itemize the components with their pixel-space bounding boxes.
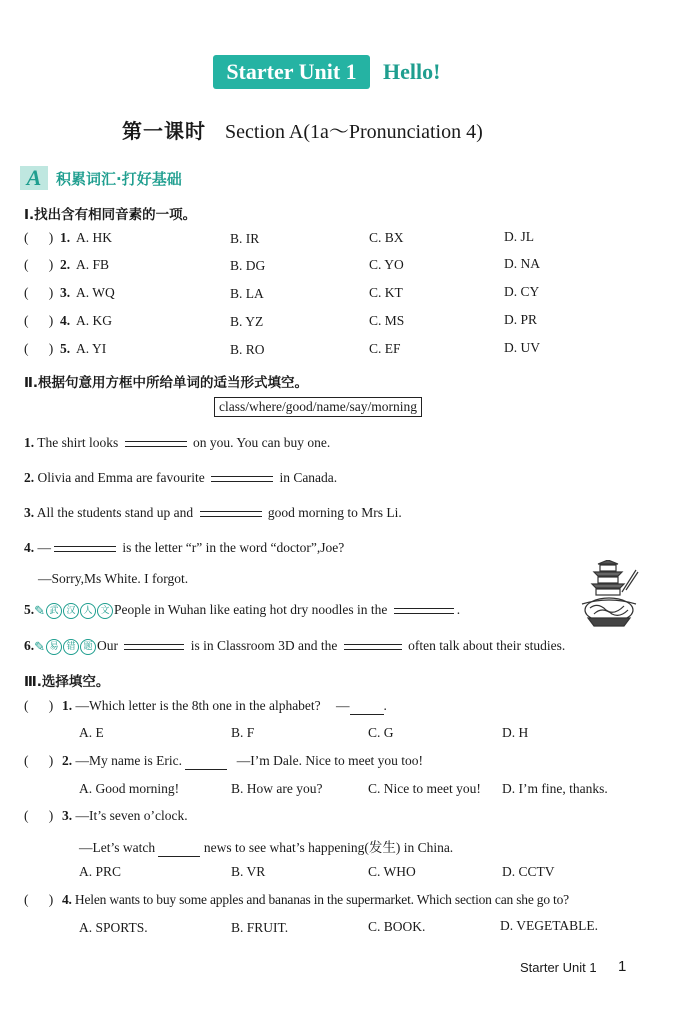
tag-yi: 易 xyxy=(46,639,62,655)
item-number: 5. xyxy=(60,341,71,356)
sentence-post: often talk about their studies. xyxy=(408,638,566,653)
option-b: B. YZ xyxy=(230,314,264,329)
part3-q2 xyxy=(62,753,423,770)
fill-blank[interactable] xyxy=(394,608,454,614)
option-d: D. JL xyxy=(504,229,534,244)
answer-blank[interactable] xyxy=(185,753,227,770)
item-number: 3. xyxy=(24,505,35,520)
option-a: A. Good morning! xyxy=(79,781,180,796)
page-number: 1 xyxy=(618,958,627,975)
item-number: 2. xyxy=(60,257,71,272)
part2-q3 xyxy=(24,505,402,521)
option-d: D. PR xyxy=(504,312,538,327)
sentence-post: on you. You can buy one. xyxy=(193,435,331,450)
option-d: D. CY xyxy=(504,284,540,299)
lesson-title xyxy=(122,115,483,144)
sentence-pre: —Let’s watch xyxy=(79,840,156,855)
option-c: C. YO xyxy=(369,257,404,272)
answer-paren[interactable]: ( ) xyxy=(24,892,54,907)
sentence-pre: Our xyxy=(97,638,119,653)
option-a: A. WQ xyxy=(76,285,115,300)
option-d: D. UV xyxy=(504,340,540,355)
lesson-title-cn: 第一课时 xyxy=(122,119,206,143)
fill-blank[interactable] xyxy=(211,476,273,482)
option-b: B. RO xyxy=(230,342,265,357)
part2-q6 xyxy=(24,638,565,655)
option-b: B. F xyxy=(231,725,255,740)
word-box: class/where/good/name/say/morning xyxy=(214,397,422,417)
item-number: 4. xyxy=(62,892,72,907)
sentence-post: news to see what’s happening(发生) in China. xyxy=(203,840,454,855)
question-stem: —Which letter is the 8th one in the alphabet? xyxy=(75,698,321,713)
option-a: A. FB xyxy=(76,257,110,272)
option-c: C. WHO xyxy=(368,864,416,879)
sentence-pre: The shirt looks xyxy=(37,435,119,450)
item-number: 6. xyxy=(24,638,35,653)
item-number: 3. xyxy=(62,808,73,823)
answer-blank[interactable] xyxy=(158,840,200,857)
tag-wen: 文 xyxy=(97,603,113,619)
fill-blank[interactable] xyxy=(200,511,262,517)
sentence-mid: is in Classroom 3D and the xyxy=(190,638,338,653)
item-number: 1. xyxy=(62,698,73,713)
part2-q2 xyxy=(24,470,337,486)
sentence-post: . xyxy=(456,602,461,617)
unit-title-hello: Hello! xyxy=(383,59,441,84)
option-d: D. CCTV xyxy=(502,864,555,879)
option-c: C. BOOK. xyxy=(368,919,426,934)
unit-title-banner: Starter Unit 1 xyxy=(213,55,370,89)
answer-paren[interactable]: ( ) xyxy=(24,808,54,823)
part2-header: Ⅱ.根据句意用方框中所给单词的适当形式填空。 xyxy=(24,375,309,391)
item-number: 5. xyxy=(24,602,35,617)
part3-q1 xyxy=(62,698,387,715)
pen-icon: ✎ xyxy=(34,638,46,654)
option-c: C. EF xyxy=(369,341,401,356)
part2-q5 xyxy=(24,602,460,619)
answer-paren[interactable]: ( ) xyxy=(24,285,54,300)
option-b: B. IR xyxy=(230,231,260,246)
option-a: A. KG xyxy=(76,313,112,328)
wuhan-noodles-illustration xyxy=(578,560,640,630)
option-c: C. KT xyxy=(369,285,403,300)
part3-q4 xyxy=(62,892,569,908)
item-number: 2. xyxy=(62,753,73,768)
question-stem: Helen wants to buy some apples and bananas in the supermarket. Which section can she go to? xyxy=(74,892,569,907)
tag-wu: 武 xyxy=(46,603,62,619)
option-a: A. E xyxy=(79,725,104,740)
section-a-title: 积累词汇·打好基础 xyxy=(56,170,182,188)
item-number: 1. xyxy=(60,230,71,245)
footer-unit: Starter Unit 1 xyxy=(520,960,597,975)
fill-blank[interactable] xyxy=(344,644,402,650)
sentence-post: in Canada. xyxy=(279,470,338,485)
fill-blank[interactable] xyxy=(124,644,184,650)
answer-paren[interactable]: ( ) xyxy=(24,313,54,328)
option-c: C. G xyxy=(368,725,394,740)
option-b: B. DG xyxy=(230,258,266,273)
tag-ren: 人 xyxy=(80,603,96,619)
tag-han: 汉 xyxy=(63,603,79,619)
item-number: 3. xyxy=(60,285,71,300)
option-a: A. SPORTS. xyxy=(79,920,148,935)
fill-blank[interactable] xyxy=(125,441,187,447)
answer-dash: — xyxy=(336,698,350,713)
part2-q4 xyxy=(24,540,344,556)
item-number: 4. xyxy=(60,313,71,328)
option-c: C. BX xyxy=(369,230,404,245)
answer-paren[interactable]: ( ) xyxy=(24,753,54,768)
item-number: 1. xyxy=(24,435,35,450)
lesson-title-section: Section A(1a～Pronunciation 4) xyxy=(225,121,483,143)
part2-q1 xyxy=(24,435,330,451)
answer-paren[interactable]: ( ) xyxy=(24,230,54,245)
option-b: B. LA xyxy=(230,286,264,301)
sentence-pre: — xyxy=(37,540,51,555)
question-stem: —It’s seven o’clock. xyxy=(75,808,188,823)
option-c: C. Nice to meet you! xyxy=(368,781,481,796)
sentence-pre: All the students stand up and xyxy=(36,505,194,520)
part1-header: Ⅰ.找出含有相同音素的一项。 xyxy=(24,207,197,223)
sentence-pre: People in Wuhan like eating hot dry noodles in the xyxy=(114,602,388,617)
sentence-post: good morning to Mrs Li. xyxy=(267,505,402,520)
answer-paren[interactable]: ( ) xyxy=(24,698,54,713)
option-d: D. I’m fine, thanks. xyxy=(502,781,608,796)
pen-icon: ✎ xyxy=(34,602,46,618)
option-d: D. H xyxy=(502,725,529,740)
part3-header: Ⅲ.选择填空。 xyxy=(24,674,110,690)
option-d: D. VEGETABLE. xyxy=(500,918,599,933)
part2-q4-reply: —Sorry,Ms White. I forgot. xyxy=(38,571,189,586)
answer-blank[interactable] xyxy=(350,698,384,715)
section-a-badge: A xyxy=(20,166,48,190)
option-b: B. VR xyxy=(231,864,266,879)
option-d: D. NA xyxy=(504,256,540,271)
answer-paren[interactable]: ( ) xyxy=(24,257,54,272)
sentence-post: is the letter “r” in the word “doctor”,Joe? xyxy=(122,540,345,555)
option-a: A. PRC xyxy=(79,864,122,879)
fill-blank[interactable] xyxy=(54,546,116,552)
answer-period: . xyxy=(383,698,387,713)
tag-cuo: 错 xyxy=(63,639,79,655)
option-b: B. FRUIT. xyxy=(231,920,289,935)
question-stem: —My name is Eric. xyxy=(75,753,182,768)
tag-ti: 题 xyxy=(80,639,96,655)
option-a: A. HK xyxy=(76,230,112,245)
part3-q3 xyxy=(62,808,188,824)
part3-q3-line2 xyxy=(79,836,453,857)
sentence-pre: Olivia and Emma are favourite xyxy=(37,470,205,485)
option-c: C. MS xyxy=(369,313,405,328)
option-b: B. How are you? xyxy=(231,781,323,796)
answer-paren[interactable]: ( ) xyxy=(24,341,54,356)
item-number: 4. xyxy=(24,540,35,555)
question-stem-2: —I’m Dale. Nice to meet you too! xyxy=(236,753,424,768)
option-a: A. YI xyxy=(76,341,107,356)
item-number: 2. xyxy=(24,470,35,485)
